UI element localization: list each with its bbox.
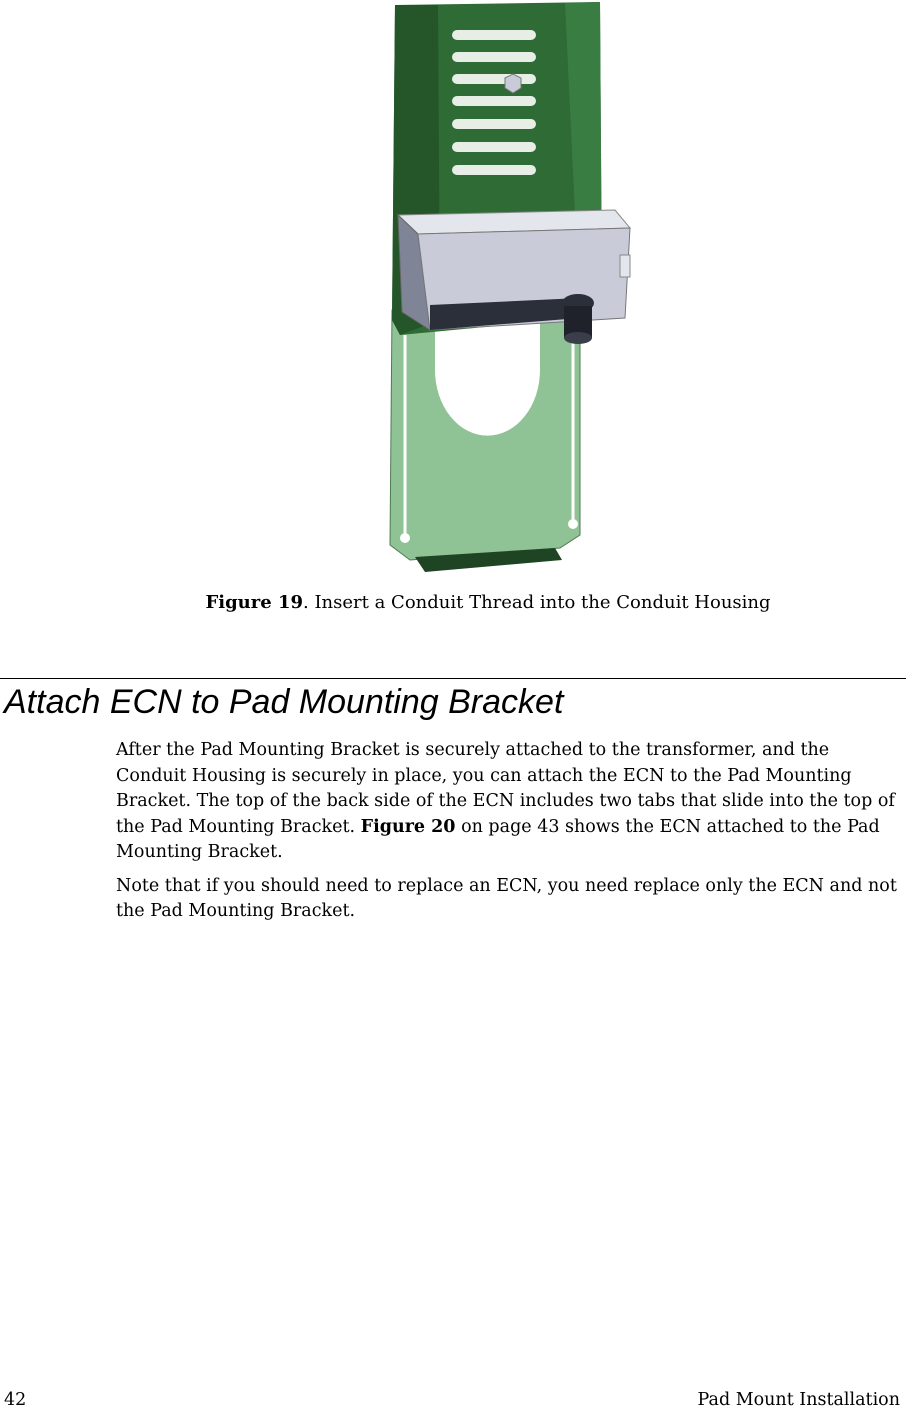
figure-20-reference[interactable]: Figure 20 — [360, 816, 456, 837]
bracket-illustration — [380, 0, 650, 580]
section-title: Attach ECN to Pad Mounting Bracket — [4, 683, 564, 721]
page-number: 42 — [4, 1390, 27, 1410]
paragraph-2: Note that if you should need to replace an ECN, you need replace only the ECN and not the Pad Mounting Bracket. — [116, 875, 897, 921]
figure-caption-text: . Insert a Conduit Thread into the Conduit Housing — [303, 592, 771, 613]
figure-caption — [35, 592, 906, 613]
figure-label: Figure 19 — [205, 592, 303, 613]
section-divider — [0, 678, 906, 679]
section-body — [116, 738, 900, 933]
paragraph-1: After the Pad Mounting Bracket is securely attached to the transformer, and the Conduit Housing is securely in place, you can attach the ECN to the Pad Mounting Bracket. The top of the back side of the ECN includes two tabs that slide into the top of the Pad Mounting Bracket. Figure 20 on page 43 shows the ECN attached to the Pad Mounting Bracket. — [116, 740, 895, 862]
chapter-title: Pad Mount Installation — [697, 1390, 900, 1410]
